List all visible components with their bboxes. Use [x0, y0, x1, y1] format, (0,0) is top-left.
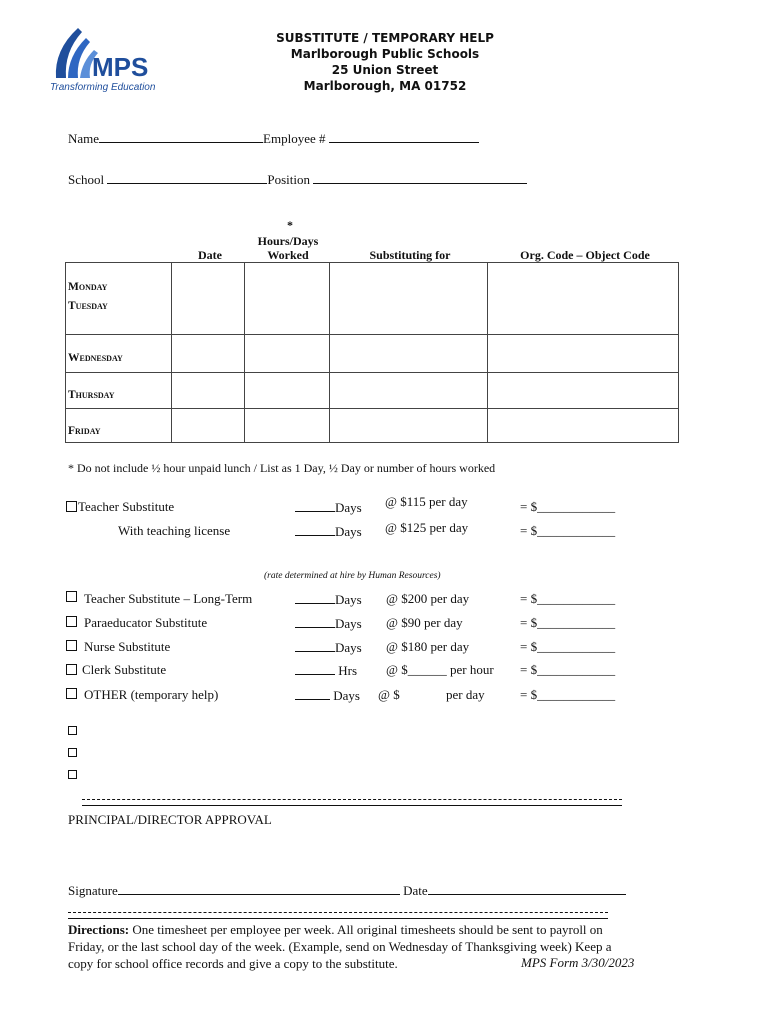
day-tuesday: Tuesday [68, 300, 108, 312]
col-date: Date [198, 248, 222, 262]
other-total: = $____________ [520, 687, 616, 702]
hr-note: (rate determined at hire by Human Resources) [264, 571, 441, 581]
date-field[interactable] [428, 882, 626, 895]
clerk-hrs-field[interactable] [295, 662, 335, 675]
clerk-total: = $____________ [520, 662, 616, 677]
nurse-days-suffix: Days [335, 640, 362, 655]
license-days-suffix: Days [335, 524, 362, 539]
license-days-field[interactable] [295, 523, 335, 536]
rate-other-amount: @ $ [378, 687, 400, 702]
teacher-days [295, 499, 362, 516]
rate-hour: @ $______ per hour [386, 662, 494, 677]
teacher-days-field[interactable] [295, 499, 335, 512]
table-row [66, 335, 679, 373]
school-row [68, 171, 527, 188]
checkbox-clerk[interactable] [66, 664, 77, 675]
day-monday: Monday [68, 281, 108, 293]
logo-tagline: Transforming Education [50, 82, 156, 93]
name-field[interactable] [99, 130, 263, 143]
rate-115: @ $115 per day [385, 494, 468, 509]
para-days-field[interactable] [295, 615, 335, 628]
nurse-days-field[interactable] [295, 639, 335, 652]
checkbox-nurse[interactable] [66, 640, 77, 651]
table-row [66, 373, 679, 409]
checkbox-longterm[interactable] [66, 591, 77, 602]
clerk-label: Clerk Substitute [82, 662, 167, 677]
nurse-days [295, 639, 362, 656]
directions-line1: Directions: One timesheet per employee per week. All original timesheets should be sent to payroll on [68, 922, 603, 937]
rate-180: @ $180 per day [386, 639, 470, 654]
day-thursday: Thursday [68, 389, 115, 401]
col-hours-line2: Worked [267, 248, 309, 262]
table-row [66, 409, 679, 443]
para-label: Paraeducator Substitute [84, 615, 208, 630]
col-hours [248, 234, 328, 262]
teacher-label: Teacher Substitute [78, 499, 175, 514]
rate-90: @ $90 per day [386, 615, 463, 630]
employee-field[interactable] [329, 130, 479, 143]
teacher-days-suffix: Days [335, 500, 362, 515]
form-header [230, 30, 540, 94]
checkbox-para[interactable] [66, 616, 77, 627]
col-substituting: Substituting for [369, 248, 451, 262]
signature-row [68, 882, 626, 899]
checkbox-teacher[interactable] [66, 501, 77, 512]
rate-125: @ $125 per day [385, 520, 469, 535]
longterm-days-field[interactable] [295, 591, 335, 604]
position-label: Position [267, 172, 310, 187]
header-street: 25 Union Street [331, 63, 439, 77]
longterm-total: = $____________ [520, 591, 616, 606]
checkbox-other[interactable] [66, 688, 77, 699]
other-label: OTHER (temporary help) [84, 687, 219, 702]
approval-title: PRINCIPAL/DIRECTOR APPROVAL [68, 812, 272, 827]
signature-field[interactable] [118, 882, 400, 895]
signature-label: Signature [68, 883, 118, 898]
clerk-hrs-suffix: Hrs [338, 663, 358, 678]
longterm-label: Teacher Substitute – Long-Term [84, 591, 253, 606]
para-total: = $____________ [520, 615, 616, 630]
rate-200: @ $200 per day [386, 591, 470, 606]
other-days-field[interactable] [295, 687, 330, 700]
school-field[interactable] [107, 171, 267, 184]
name-row [68, 130, 479, 147]
license-days [295, 523, 362, 540]
directions-label: Directions: [68, 922, 130, 937]
longterm-days-suffix: Days [335, 592, 362, 607]
checkbox-extra[interactable] [68, 748, 77, 757]
teacher-total: = $____________ [520, 499, 616, 514]
separator-lower [68, 912, 608, 913]
separator-underline [82, 805, 622, 806]
employee-label: Employee # [263, 131, 326, 146]
directions-line3: copy for school office records and give a copy to the substitute. [68, 956, 398, 971]
para-days-suffix: Days [335, 616, 362, 631]
nurse-label: Nurse Substitute [84, 639, 171, 654]
timesheet-table [65, 262, 679, 443]
rate-other-per-day: per day [446, 687, 485, 702]
day-friday: Friday [68, 425, 101, 437]
checkbox-extra[interactable] [68, 770, 77, 779]
name-label: Name [68, 131, 100, 146]
school-label: School [68, 172, 105, 187]
longterm-days [295, 591, 362, 608]
asterisk-mark: * [287, 218, 293, 232]
header-title: SUBSTITUTE / TEMPORARY HELP [276, 31, 494, 45]
form-version: MPS Form 3/30/2023 [521, 955, 635, 970]
other-days [295, 687, 360, 704]
license-label: With teaching license [118, 523, 231, 538]
other-days-suffix: Days [333, 688, 360, 703]
footnote: * Do not include ½ hour unpaid lunch / List as 1 Day, ½ Day or number of hours worked [68, 461, 496, 475]
checkbox-extra[interactable] [68, 726, 77, 735]
day-wednesday: Wednesday [68, 352, 123, 364]
col-org-code: Org. Code – Object Code [520, 248, 650, 262]
table-row [66, 263, 679, 335]
clerk-hrs [295, 662, 357, 679]
para-days [295, 615, 362, 632]
date-label: Date [403, 883, 428, 898]
license-total: = $____________ [520, 523, 616, 538]
header-city: Marlborough, MA 01752 [303, 79, 467, 93]
header-org: Marlborough Public Schools [290, 47, 480, 61]
directions-line2: Friday, or the last school day of the week. (Example, send on Wednesday of Thanksgiving week) Keep a [68, 939, 612, 954]
separator [82, 799, 622, 800]
svg-text:MPS: MPS [92, 52, 148, 82]
nurse-total: = $____________ [520, 639, 616, 654]
position-field[interactable] [313, 171, 527, 184]
separator-lower-underline [68, 918, 608, 919]
col-hours-line1: Hours/Days [257, 234, 319, 248]
